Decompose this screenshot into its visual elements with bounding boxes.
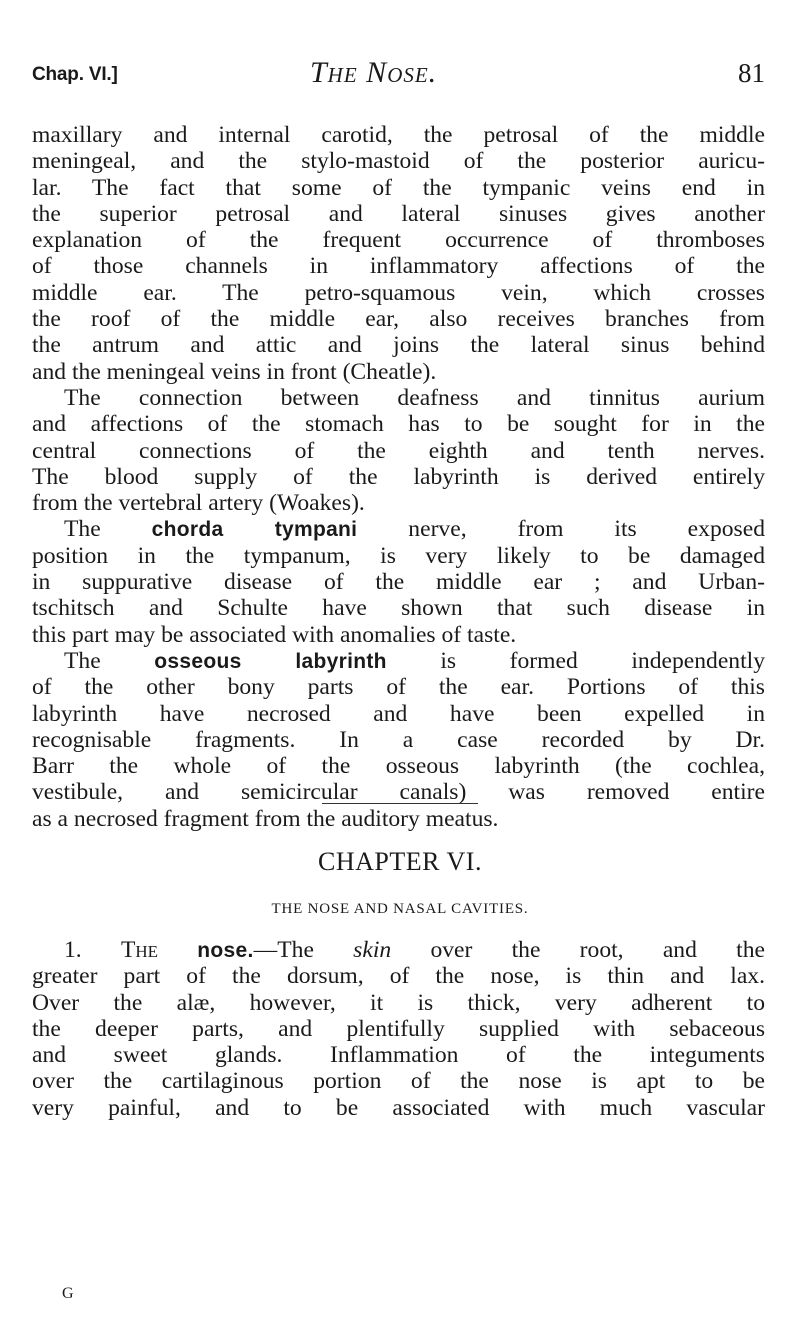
text-line: from the vertebral artery (Woakes).	[32, 490, 365, 517]
line-rest: nerve, from its exposed	[408, 516, 765, 543]
text-line: The blood supply of the labyrinth is derived entirely	[32, 463, 765, 490]
text-line: labyrinth have necrosed and have been expelled in	[32, 700, 765, 727]
text-line: Over the alæ, however, it is thick, very adherent to	[32, 989, 765, 1016]
paragraph-deafness	[32, 385, 765, 516]
text-line	[32, 648, 765, 674]
text-line: greater part of the dorsum, of the nose, is thin and lax.	[32, 963, 765, 990]
text-line: very painful, and to be associated with much vascular	[32, 1094, 765, 1121]
text-line: over the cartilaginous portion of the nose is apt to be	[32, 1068, 765, 1095]
text-line: The connection between deafness and tinnitus aurium	[64, 384, 765, 411]
text-line: central connections of the eighth and tenth nerves.	[32, 437, 765, 464]
paragraph-veins	[32, 122, 765, 385]
line-rest: is formed independently	[440, 647, 765, 674]
chapter-reference: Chap. VI.]	[32, 64, 118, 85]
bold-term: chorda tympani	[151, 518, 358, 542]
text-line: of the other bony parts of the ear. Portions of this	[32, 674, 765, 701]
body-text-bottom	[32, 937, 765, 1121]
text-line: Barr the whole of the osseous labyrinth (the cochlea,	[32, 753, 765, 780]
paragraph-osseous-labyrinth	[32, 648, 765, 832]
chapter-heading: CHAPTER VI.	[318, 847, 482, 876]
lead-word: The	[120, 937, 159, 963]
paragraph-chorda-tympani	[32, 516, 765, 647]
text-line: lar. The fact that some of the tympanic veins end in	[32, 174, 765, 201]
text-line: the superior petrosal and lateral sinuses gives another	[32, 200, 765, 227]
text-line: of those channels in inflammatory affections of the	[32, 253, 765, 280]
running-title: The Nose.	[310, 56, 438, 89]
text-line	[32, 937, 765, 963]
bold-term: nose.	[197, 939, 254, 962]
text-line: the roof of the middle ear, also receives branches from	[32, 306, 765, 333]
line-rest: over the root, and the	[430, 937, 765, 963]
text-line: and sweet glands. Inflammation of the integuments	[32, 1042, 765, 1069]
section-number: 1.	[64, 937, 82, 963]
text-line: and the meningeal veins in front (Cheatle).	[32, 358, 437, 385]
text-line: middle ear. The petro-squamous vein, which crosses	[32, 279, 765, 306]
text-line: in suppurative disease of the middle ear ; and Urban-	[32, 569, 765, 596]
body-text-top	[32, 122, 765, 832]
text-line: the deeper parts, and plentifully supplied with sebaceous	[32, 1015, 765, 1042]
signature-mark: G	[62, 1285, 74, 1302]
running-header	[32, 56, 765, 96]
text-line: and affections of the stomach has to be sought for in the	[32, 411, 765, 438]
text-line: the antrum and attic and joins the lateral sinus behind	[32, 332, 765, 359]
text-line: meningeal, and the stylo-mastoid of the posterior auricu-	[32, 148, 765, 175]
paragraph-nose-skin	[32, 937, 765, 1121]
section-divider	[322, 803, 478, 804]
text-line: vestibule, and semicircular canals) was removed entire	[32, 779, 765, 806]
bold-term: osseous labyrinth	[154, 649, 387, 673]
dash-lead: —The	[253, 937, 314, 963]
italic-term: skin	[353, 937, 392, 963]
text-line: maxillary and internal carotid, the petrosal of the middle	[32, 122, 765, 148]
text-line: as a necrosed fragment from the auditory meatus.	[32, 805, 499, 832]
text-line	[32, 516, 765, 542]
text-line: tschitsch and Schulte have shown that such disease in	[32, 595, 765, 622]
lead-word: The	[64, 516, 101, 543]
text-line: this part may be associated with anomalies of taste.	[32, 621, 517, 648]
lead-word: The	[64, 647, 101, 674]
page-number: 81	[738, 58, 765, 88]
text-line: explanation of the frequent occurrence of thromboses	[32, 227, 765, 254]
text-line: position in the tympanum, is very likely to be damaged	[32, 542, 765, 569]
chapter-subheading: THE NOSE AND NASAL CAVITIES.	[271, 901, 529, 917]
text-line: recognisable fragments. In a case recorded by Dr.	[32, 726, 765, 753]
